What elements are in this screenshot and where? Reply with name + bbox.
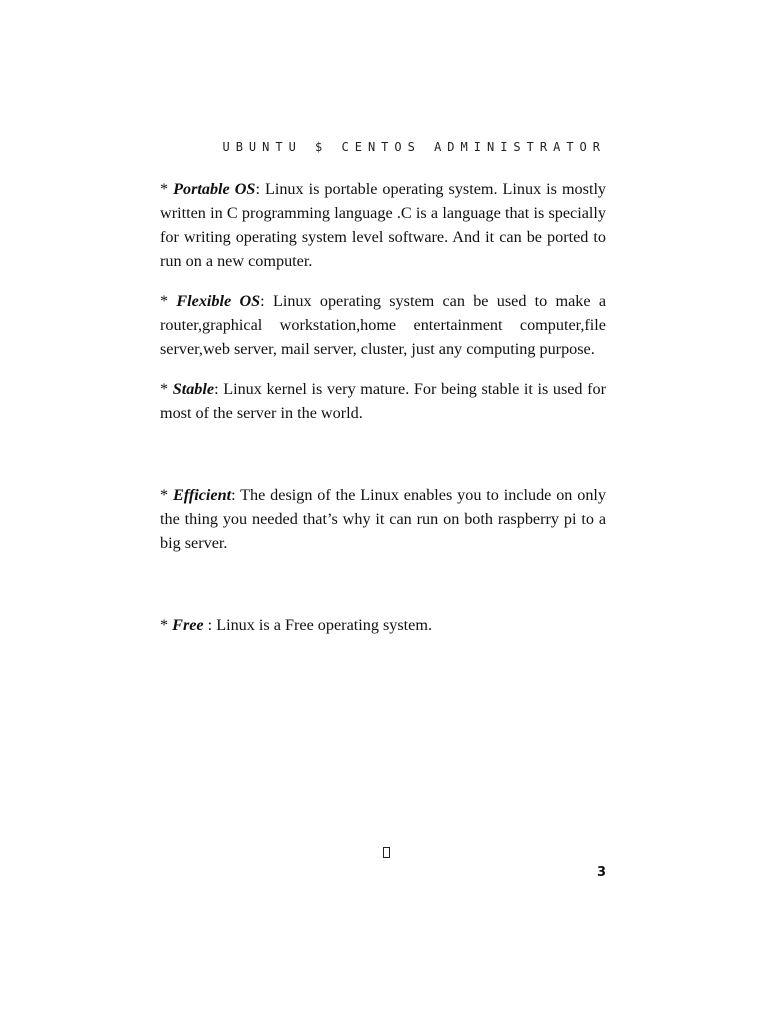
paragraph-portable-os	[160, 177, 606, 273]
term-separator: :	[255, 180, 265, 198]
paragraph-text: Linux is portable operating system. Linux is mostly written in C programming language .C is a language that is specially for writing operating system level software. And it can be ported to run on a new computer.	[160, 180, 607, 270]
paragraph-stable	[160, 377, 606, 425]
paragraph-text: Linux kernel is very mature. For being stable it is used for most of the server in the world.	[160, 380, 607, 422]
missing-glyph-box-icon	[383, 847, 390, 858]
paragraph-text: Linux operating system can be used to make a router,graphical workstation,home entertainment computer,file server,web server, mail server, cluster, just any computing purpose.	[160, 292, 607, 358]
term-free: Free	[172, 616, 204, 634]
paragraph-free	[160, 613, 606, 637]
paragraph-flexible-os	[160, 289, 606, 361]
paragraph-efficient	[160, 483, 606, 555]
bullet-asterisk: *	[160, 616, 173, 634]
term-efficient: Efficient	[172, 486, 232, 504]
bullet-asterisk: *	[160, 292, 177, 310]
bullet-asterisk: *	[160, 486, 173, 504]
running-header: UBUNTU $ CENTOS ADMINISTRATOR	[222, 140, 606, 154]
document-body	[160, 177, 606, 637]
paragraph-text: Linux is a Free operating system.	[216, 616, 432, 634]
bullet-asterisk: *	[160, 180, 174, 198]
term-portable-os: Portable OS	[173, 180, 256, 198]
term-separator: :	[260, 292, 273, 310]
term-separator: :	[214, 380, 224, 398]
paragraph-text: The design of the Linux enables you to include on only the thing you needed that’s why it can run on both raspberry pi to a big server.	[160, 486, 607, 552]
term-separator: :	[203, 616, 217, 634]
bullet-asterisk: *	[160, 380, 173, 398]
term-flexible-os: Flexible OS	[176, 292, 261, 310]
term-stable: Stable	[172, 380, 215, 398]
page-number: 3	[596, 865, 606, 880]
term-separator: :	[231, 486, 241, 504]
